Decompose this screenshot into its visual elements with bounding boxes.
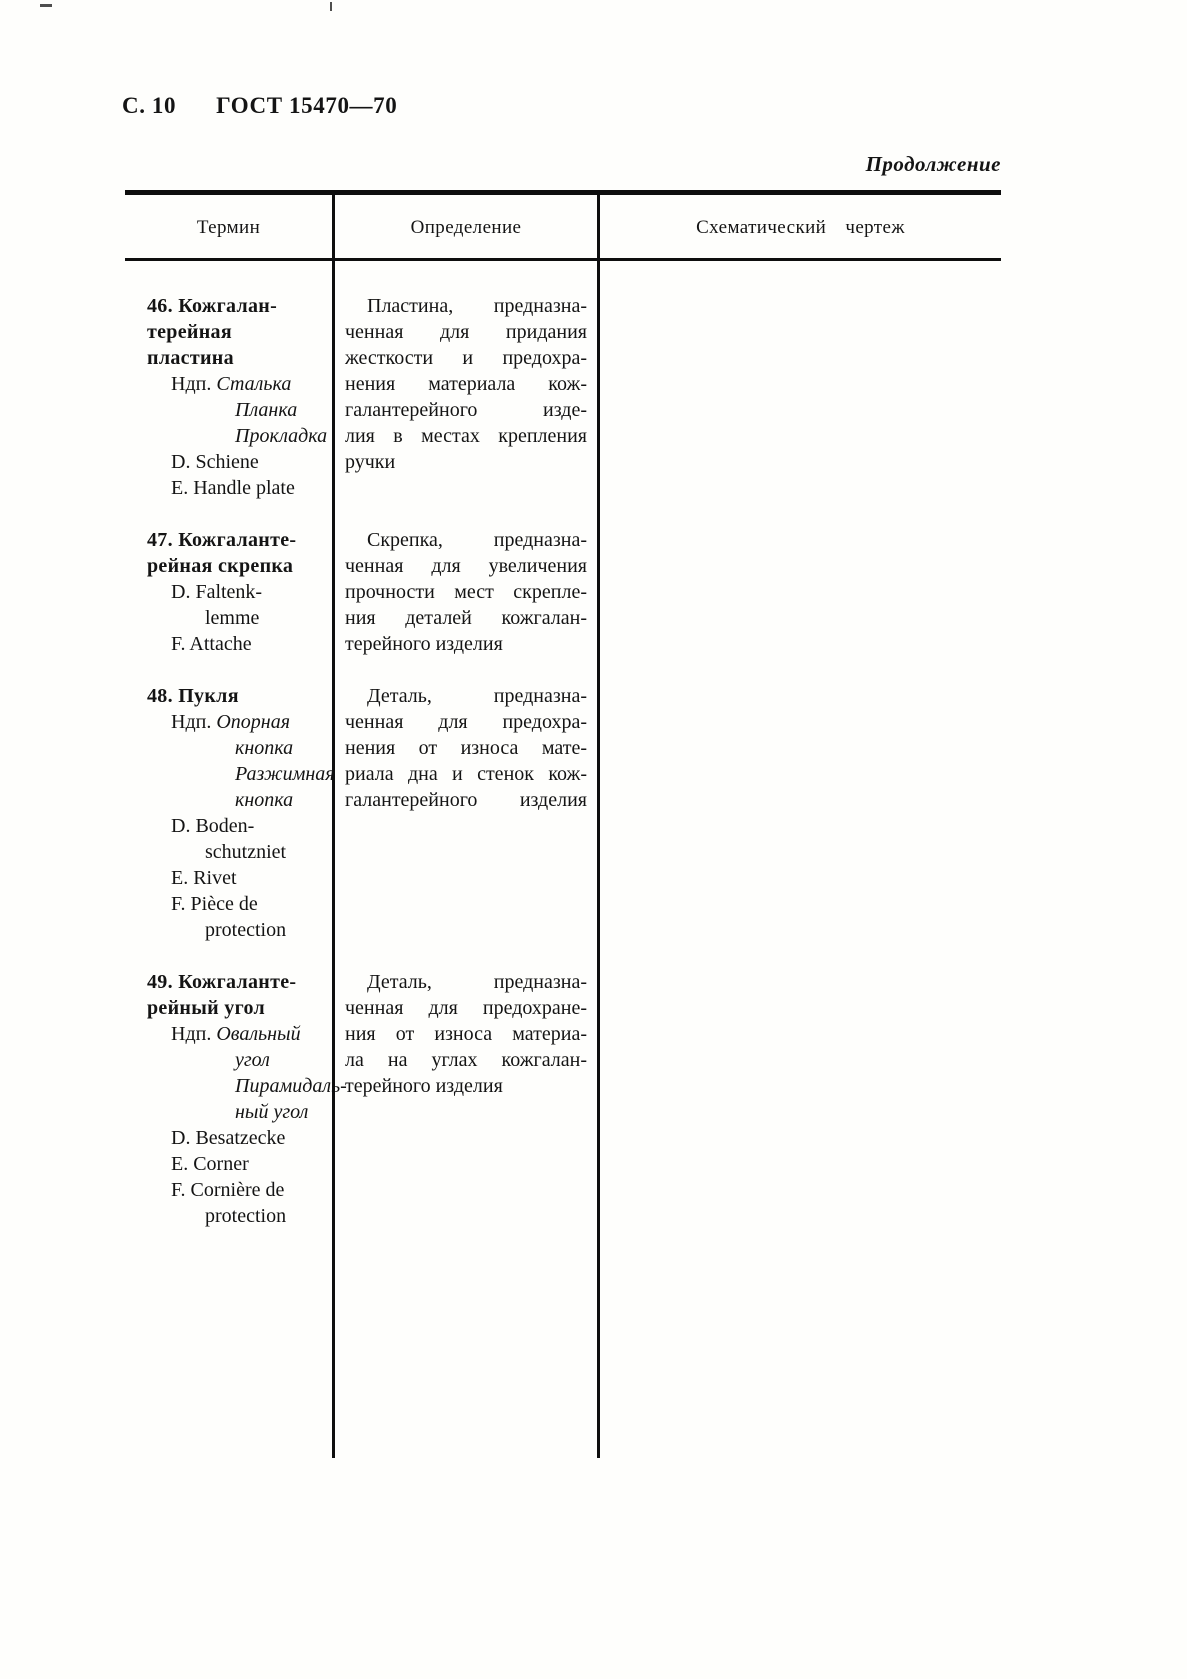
page-header <box>122 93 397 119</box>
ndp-synonym: Прокладка <box>235 425 328 447</box>
definition-line: галантерейного изделия <box>345 789 587 811</box>
ndp-synonym: ный угол <box>235 1101 309 1123</box>
page-number: С. 10 <box>122 93 177 118</box>
term-translation: lemme <box>205 607 260 629</box>
drawing-cell <box>597 261 1001 501</box>
definition-cell-empty <box>332 1229 597 1458</box>
term-translation: E. Corner <box>171 1153 249 1175</box>
definition-line: ния деталей кожгалан- <box>345 607 587 629</box>
definition-line: терейного изделия <box>345 633 503 655</box>
definition-cell <box>332 261 597 501</box>
definition-line: ченная для предохра- <box>345 711 587 733</box>
column-header-term: Термин <box>196 217 261 238</box>
term-line: терейная <box>147 321 232 343</box>
definition-line: ченная для увеличения <box>345 555 587 577</box>
definition-cell <box>332 943 597 1229</box>
term-cell-empty <box>125 1229 332 1458</box>
ndp-synonym: угол <box>235 1049 270 1071</box>
term-line: рейная скрепка <box>147 555 294 577</box>
term-cell <box>125 261 332 501</box>
term-translation: D. Besatzecke <box>171 1127 286 1149</box>
definition-line: прочности мест скрепле- <box>345 581 587 603</box>
definition-line: ручки <box>345 451 396 473</box>
drawing-cell-empty <box>597 1229 1001 1458</box>
term-translation: D. Faltenk- <box>171 581 263 603</box>
term-line <box>147 1021 328 1047</box>
term-line: 46. Кожгалан- <box>147 295 278 317</box>
term-cell <box>125 501 332 657</box>
definition-line: терейного изделия <box>345 1075 503 1097</box>
scan-artifact <box>40 4 52 7</box>
scan-artifact <box>330 2 332 11</box>
term-translation: F. Attache <box>171 633 252 655</box>
ndp-synonym: Разжимная <box>235 763 335 785</box>
definition-cell <box>332 501 597 657</box>
ndp-label: Ндп. <box>171 1023 212 1045</box>
table-header-row <box>125 190 1001 261</box>
ndp-synonym: кнопка <box>235 789 294 811</box>
definition-line: риала дна и стенок кож- <box>345 763 587 785</box>
term-translation: E. Rivet <box>171 867 237 889</box>
term-line: 49. Кожгаланте- <box>147 971 297 993</box>
definition-line: ния от износа материа- <box>345 1023 587 1045</box>
ndp-synonym: Сталька <box>216 373 292 395</box>
ndp-synonym: Пирамидаль- <box>235 1075 347 1097</box>
term-translation: D. Schiene <box>171 451 259 473</box>
term-translation: F. Pièce de <box>171 893 258 915</box>
column-header-definition: Определение <box>332 195 597 258</box>
term-line <box>147 709 328 735</box>
term-line: пластина <box>147 347 234 369</box>
term-line: рейный угол <box>147 997 266 1019</box>
definition-line: ла на углах кожгалан- <box>345 1049 587 1071</box>
definition-line: галантерейного изде- <box>345 399 587 421</box>
definition-line: Скрепка, предназна- <box>367 529 587 551</box>
term-cell <box>125 943 347 1229</box>
ndp-synonym: Планка <box>235 399 298 421</box>
definition-cell <box>332 657 597 943</box>
term-translation: protection <box>205 1205 287 1227</box>
drawing-cell <box>597 657 1001 943</box>
ndp-synonym: Опорная <box>216 711 290 733</box>
definition-line: Деталь, предназна- <box>367 971 587 993</box>
terminology-table <box>125 190 1001 1458</box>
ndp-label: Ндп. <box>171 373 212 395</box>
definition-line: Пластина, предназна- <box>367 295 587 317</box>
term-line: 47. Кожгаланте- <box>147 529 297 551</box>
definition-line: нения материала кож- <box>345 373 587 395</box>
term-line: 48. Пукля <box>147 685 239 707</box>
ndp-synonym: Овальный <box>216 1023 301 1045</box>
term-translation: F. Cornière de <box>171 1179 285 1201</box>
table-body <box>125 261 1001 1458</box>
column-header-drawing: Схематический чертеж <box>597 195 1001 258</box>
definition-line: нения от износа мате- <box>345 737 587 759</box>
definition-line: жесткости и предохра- <box>345 347 587 369</box>
drawing-cell <box>597 943 1001 1229</box>
term-line <box>147 371 328 397</box>
ndp-label: Ндп. <box>171 711 212 733</box>
ndp-synonym: кнопка <box>235 737 294 759</box>
drawing-cell <box>597 501 1001 657</box>
definition-line: ченная для предохране- <box>345 997 587 1019</box>
continuation-label: Продолжение <box>865 152 1001 176</box>
doc-number: ГОСТ 15470—70 <box>216 93 398 118</box>
definition-line: ченная для придания <box>345 321 587 343</box>
definition-line: лия в местах крепления <box>345 425 587 447</box>
term-translation: D. Boden- <box>171 815 255 837</box>
term-translation: E. Handle plate <box>171 477 295 499</box>
term-translation: protection <box>205 919 287 941</box>
term-cell <box>125 657 335 943</box>
term-translation: schutzniet <box>205 841 287 863</box>
definition-line: Деталь, предназна- <box>367 685 587 707</box>
